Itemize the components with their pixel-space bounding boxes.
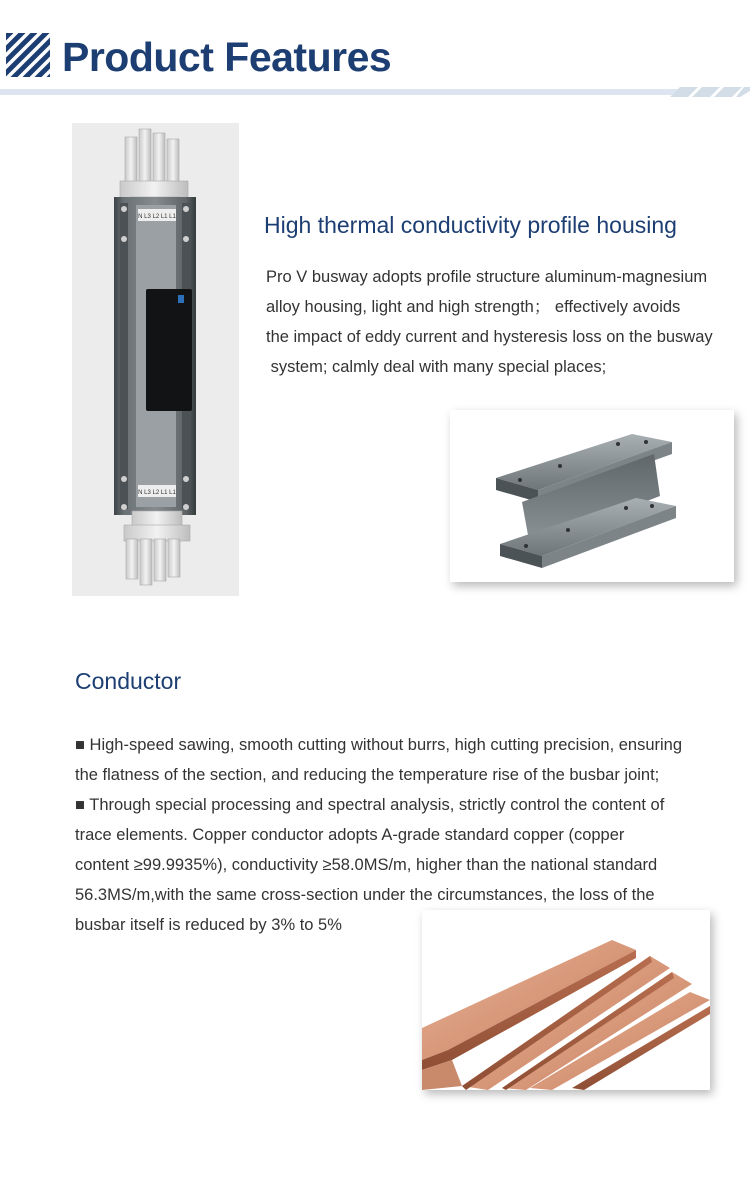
text-line: ■ Through special processing and spectral analysis, strictly control the content of xyxy=(75,796,665,814)
text-line: system; calmly deal with many special places; xyxy=(266,358,607,376)
section-conductor-description xyxy=(75,730,682,940)
text-line: Pro V busway adopts profile structure aluminum-magnesium xyxy=(266,268,708,286)
section-conductor-title: Conductor xyxy=(75,668,182,694)
text-line: alloy housing, light and high strength； effectively avoids xyxy=(266,298,681,316)
text-line: content ≥99.9935%), conductivity ≥58.0MS/m, higher than the national standard xyxy=(75,856,658,874)
text-line: ■ High-speed sawing, smooth cutting without burrs, high cutting precision, ensuring xyxy=(75,736,683,754)
busway-label-top: N L3 L2 L1 L1 xyxy=(138,214,176,220)
page-title: Product Features xyxy=(62,34,392,80)
text-line: busbar itself is reduced by 3% to 5% xyxy=(75,916,342,934)
text-line: 56.3MS/m,with the same cross-section under the circumstances, the loss of the xyxy=(75,886,655,904)
text-line: the flatness of the section, and reducing the temperature rise of the busbar joint; xyxy=(75,766,660,784)
text-line: the impact of eddy current and hysteresis loss on the busway xyxy=(266,328,713,346)
busway-label-bottom: N L3 L2 L1 L1 xyxy=(138,490,176,496)
copper-busbar-image xyxy=(422,910,710,1090)
busway-product-image xyxy=(72,123,239,596)
section-housing-title: High thermal conductivity profile housing xyxy=(264,212,677,238)
profile-housing-image xyxy=(450,410,734,582)
header-logo-icon xyxy=(6,33,50,77)
text-line: trace elements. Copper conductor adopts A-grade standard copper (copper xyxy=(75,826,625,844)
header-divider-band xyxy=(0,84,750,94)
section-housing-description xyxy=(266,262,713,382)
